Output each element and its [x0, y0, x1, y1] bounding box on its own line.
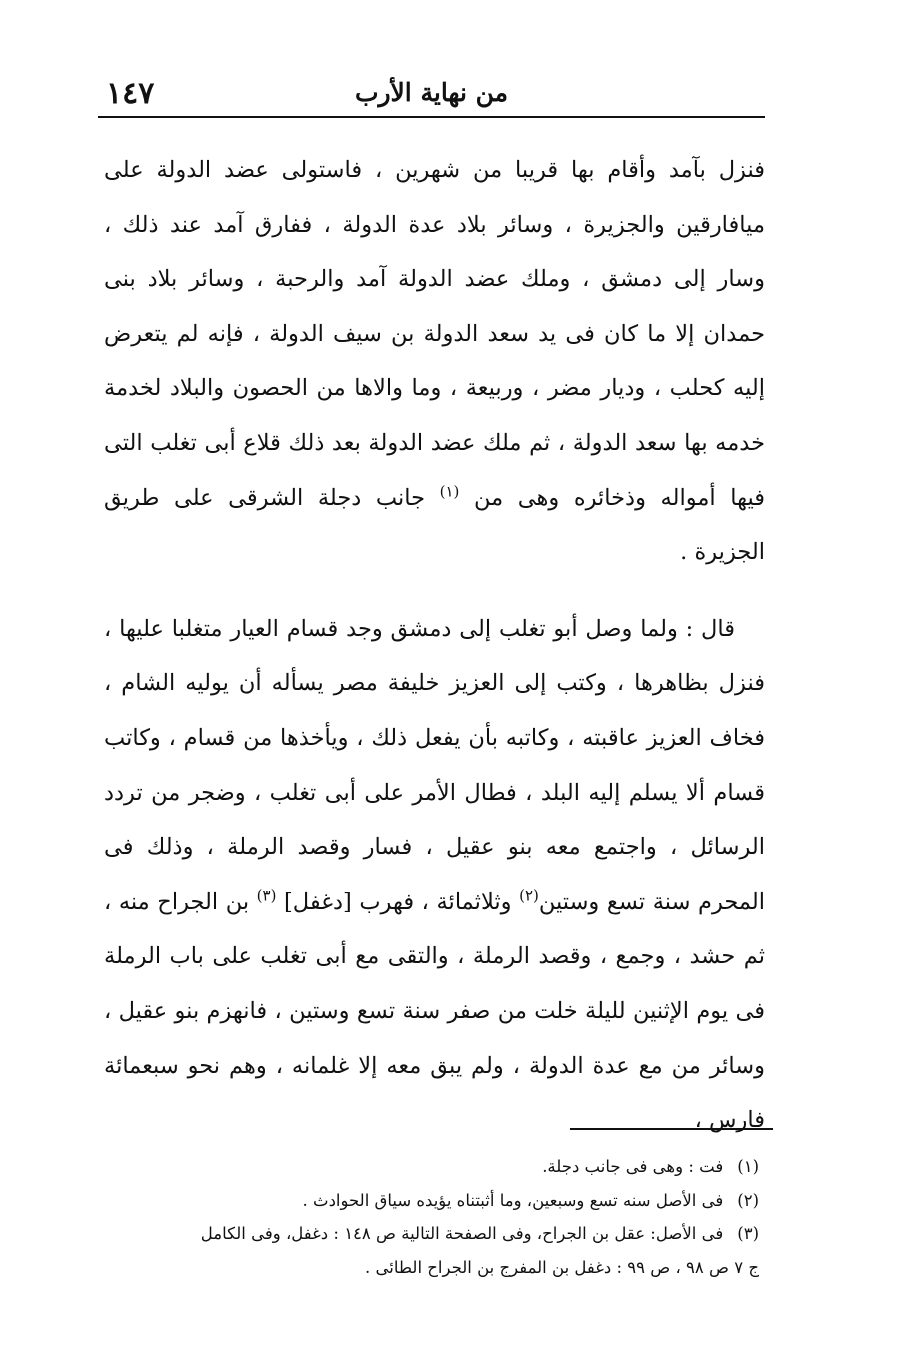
- footnote: [104, 1217, 759, 1251]
- paragraph-text: فنزل بآمد وأقام بها قريبا من شهرين ، فاستولى عضد الدولة على ميافارقين والجزيرة ، وسائر بلاد عدة الدولة ، ففارق آمد عند ذلك ، وسار إلى دمشق ، وملك عضد الدولة آمد والرحبة ، وسائر بلاد بنى حمدان إلا ما كان فى يد سعد الدولة بن سيف الدولة ، فإنه لم يتعرض إليه كحلب ، وديار مضر ، وربيعة ، وما والاها من الحصون والبلاد لخدمة خدمه بها سعد الدولة ، ثم ملك عضد الدولة بعد ذلك قلاع أبى تغلب التى فيها أمواله وذخائره وهى من: [104, 157, 765, 511]
- footnote-reference[interactable]: (١): [439, 482, 460, 501]
- main-text: [104, 143, 765, 1148]
- footnote-text: فت : وهى فى جانب دجلة.: [542, 1157, 724, 1176]
- footnote-reference[interactable]: (٢): [519, 886, 539, 905]
- footnotes: [104, 1150, 759, 1284]
- paragraph-text: قال : ولما وصل أبو تغلب إلى دمشق وجد قسام العيار متغلبا عليها ، فنزل بظاهرها ، وكتب إلى العزيز خليفة مصر يسأله أن يوليه الشام ، فخاف العزيز عاقبته ، وكاتبه بأن يفعل ذلك ، ويأخذها من قسام ، وكاتب قسام ألا يسلم إليه البلد ، فطال الأمر على أبى تغلب ، وضجر من تردد الرسائل ، واجتمع معه بنو عقيل ، فسار وقصد الرملة ، وذلك فى المحرم سنة تسع وستين: [104, 615, 765, 915]
- footnote-text: ج ٧ ص ٩٨ ، ص ٩٩ : دغفل بن المفرج بن الجراح الطائى .: [365, 1257, 759, 1277]
- paragraph-text: بن الجراح منه ، ثم حشد ، وجمع ، وقصد الرملة ، والتقى مع أبى تغلب على باب الرملة فى يوم الإثنين لليلة خلت من صفر سنة تسع وستين ، فانهزم بنو عقيل ، وسائر من مع عدة الدولة ، ولم يبق معه إلا غلمانه ، وهم نحو سبعمائة فارس ،: [104, 888, 765, 1134]
- page-number: ١٤٧: [106, 76, 155, 111]
- header-rule: [98, 116, 765, 118]
- footnote-number: (٢): [737, 1190, 759, 1210]
- paragraph: [104, 143, 765, 580]
- footnote-text: فى الأصل سنه تسع وسبعين، وما أثبتناه يؤيده سياق الحوادث .: [302, 1190, 724, 1210]
- paragraph-text: وثلاثمائة ، فهرب [دغفل]: [284, 888, 512, 915]
- footnote: [104, 1150, 759, 1184]
- footnote-continuation: [104, 1251, 759, 1285]
- footnote-number: (١): [737, 1157, 759, 1176]
- footnote-text: فى الأصل: عقل بن الجراح، وفى الصفحة التالية ص ١٤٨ : دغفل، وفى الكامل: [200, 1224, 724, 1243]
- paragraph: [104, 602, 765, 1148]
- footnote: [104, 1184, 759, 1218]
- footnote-rule: [570, 1128, 773, 1130]
- footnote-reference[interactable]: (٣): [256, 886, 277, 905]
- paragraph-text: جانب دجلة الشرقى على طريق الجزيرة .: [104, 484, 765, 566]
- footnote-number: (٣): [737, 1224, 759, 1243]
- page-header: [98, 72, 765, 118]
- running-title: من نهاية الأرب: [354, 78, 509, 107]
